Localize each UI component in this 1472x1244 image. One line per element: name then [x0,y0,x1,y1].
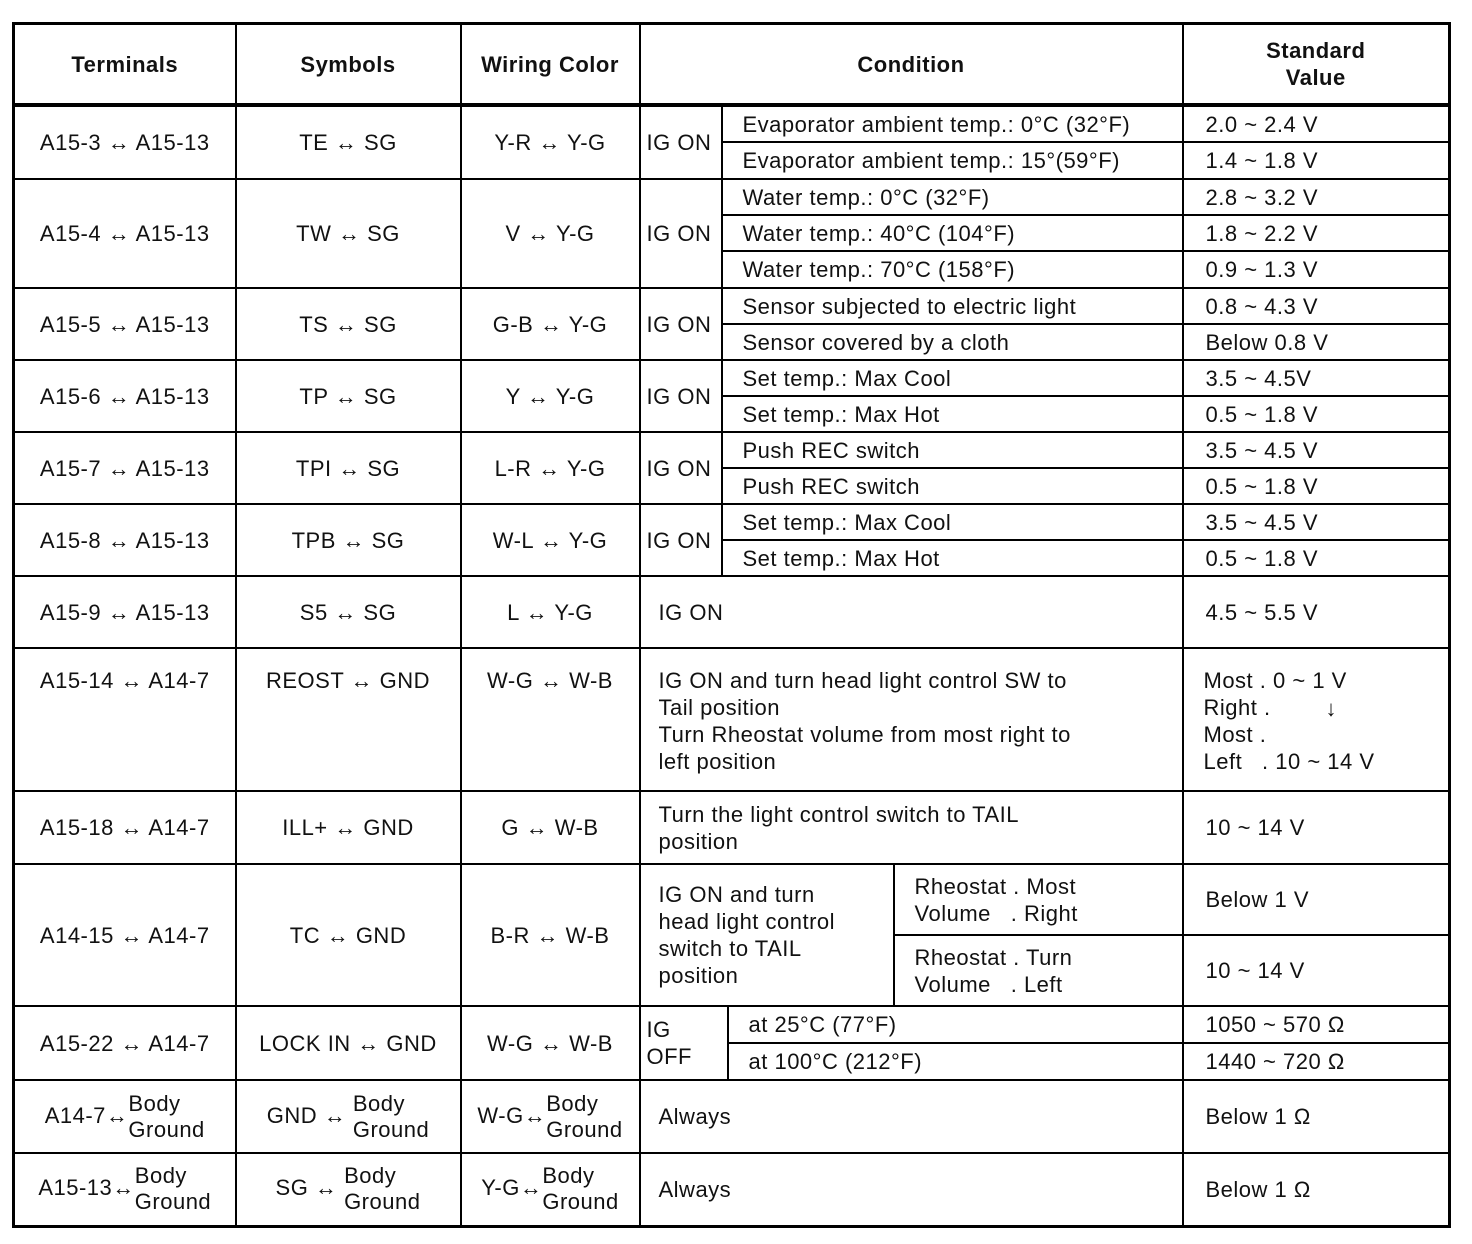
symbols-cell: ILL+ ↔ GND [236,791,461,864]
condition-cell: Always [640,1080,1183,1153]
sub-condition-cell: at 100°C (212°F) [728,1043,1183,1080]
standard-value-cell: 2.0 ~ 2.4 V [1183,105,1450,142]
sub-condition-cell [894,935,1183,1006]
condition-cell: IG ON [640,576,1183,648]
condition-cell: Always [640,1153,1183,1226]
terminal-prefix: A15-13↔ [38,1175,135,1201]
wiring-color-cell: L ↔ Y-G [461,576,640,648]
wiring-color-cell: Y-R ↔ Y-G [461,105,640,179]
table-row [14,504,1450,540]
symbols-cell [236,1153,461,1226]
standard-value-cell: Below 1 Ω [1183,1153,1450,1226]
ground-label: Ground [128,1116,205,1142]
terminals-cell: A14-15 ↔ A14-7 [14,864,236,1006]
terminals-cell: A15-18 ↔ A14-7 [14,791,236,864]
condition-line: head light control [658,909,836,934]
condition-line: Turn Rheostat volume from most right to [658,722,1071,747]
terminals-cell: A15-22 ↔ A14-7 [14,1006,236,1080]
standard-value-cell: Below 1 Ω [1183,1080,1450,1153]
body-label: Body [128,1090,181,1116]
terminals-cell: A15-3 ↔ A15-13 [14,105,236,179]
symbol-prefix: GND ↔ [266,1102,347,1128]
header-standard-value-line1: Standard [1266,38,1366,63]
condition-cell [640,648,1183,791]
standard-value-cell: 0.9 ~ 1.3 V [1183,251,1450,288]
symbols-cell: S5 ↔ SG [236,576,461,648]
header-symbols: Symbols [236,24,461,106]
condition-cell [640,864,894,1006]
terminals-cell: A15-8 ↔ A15-13 [14,504,236,576]
sub-condition-cell: Sensor covered by a cloth [722,324,1183,360]
terminals-cell: A15-5 ↔ A15-13 [14,288,236,360]
wiring-color-cell [461,1153,640,1226]
body-label: Body [344,1163,397,1189]
value-block [1204,667,1445,775]
body-ground-label [353,1091,429,1143]
body-label: Body [134,1163,187,1189]
standard-value-cell: 0.5 ~ 1.8 V [1183,396,1450,432]
terminals-cell: A15-6 ↔ A15-13 [14,360,236,432]
sub-condition-cell: Set temp.: Max Hot [722,540,1183,576]
ignition-condition-cell: IG ON [640,504,722,576]
ignition-condition-cell: IG ON [640,105,722,179]
table-row [14,1153,1450,1226]
symbols-cell: TW ↔ SG [236,179,461,288]
terminals-cell: A15-7 ↔ A15-13 [14,432,236,504]
standard-value-cell: 3.5 ~ 4.5 V [1183,504,1450,540]
terminals-cell: A15-4 ↔ A15-13 [14,179,236,288]
condition-line: left position [658,749,777,774]
value-line: Left . 10 ~ 14 V [1203,749,1375,774]
sub-condition-cell: at 25°C (77°F) [728,1006,1183,1043]
value-line: Most . [1203,722,1267,747]
ignition-condition-cell: IG ON [640,179,722,288]
ignition-condition-cell: IG ON [640,288,722,360]
standard-value-cell: Below 0.8 V [1183,324,1450,360]
condition-line: Tail position [658,695,780,720]
table-row [14,1006,1450,1043]
body-ground-label [128,1091,204,1143]
standard-value-cell: 0.5 ~ 1.8 V [1183,468,1450,504]
sub-condition-line: Rheostat . Turn [914,944,1073,970]
condition-line: IG ON and turn head light control SW to [658,668,1067,693]
ecu-terminal-inspection-table [12,22,1451,1228]
table-row [14,360,1450,396]
sub-condition-cell: Push REC switch [722,468,1183,504]
standard-value-cell: 1.4 ~ 1.8 V [1183,142,1450,179]
sub-condition-cell [894,864,1183,935]
standard-value-cell: 3.5 ~ 4.5V [1183,360,1450,396]
body-ground-label [344,1163,420,1215]
header-standard-value-line2: Value [1285,65,1346,90]
condition-line: switch to TAIL [658,936,802,961]
wiring-color-cell: Y ↔ Y-G [461,360,640,432]
symbols-cell: LOCK IN ↔ GND [236,1006,461,1080]
standard-value-cell: 10 ~ 14 V [1183,935,1450,1006]
down-arrow-icon: ↓ [1325,696,1337,721]
terminals-cell: A15-9 ↔ A15-13 [14,576,236,648]
table-row [14,105,1450,142]
terminals-cell [14,1080,236,1153]
sub-condition-cell: Sensor subjected to electric light [722,288,1183,324]
wiring-color-cell: B-R ↔ W-B [461,864,640,1006]
sub-condition-cell: Evaporator ambient temp.: 15°(59°F) [722,142,1183,179]
sub-condition-cell: Water temp.: 0°C (32°F) [722,179,1183,215]
ground-label: Ground [546,1116,623,1142]
ground-label: Ground [344,1189,421,1215]
body-label: Body [542,1163,595,1189]
ignition-condition-cell: IG OFF [640,1006,728,1080]
sub-condition-cell: Evaporator ambient temp.: 0°C (32°F) [722,105,1183,142]
body-label: Body [546,1090,599,1116]
terminals-cell: A15-14 ↔ A14-7 [14,648,236,791]
symbols-cell: REOST ↔ GND [236,648,461,791]
standard-value-cell [1183,648,1450,791]
table-row [14,576,1450,648]
wiring-color-cell [461,1080,640,1153]
header-condition: Condition [640,24,1183,106]
terminals-cell [14,1153,236,1226]
symbols-cell [236,1080,461,1153]
body-ground-label [546,1091,622,1143]
sub-condition-cell: Water temp.: 70°C (158°F) [722,251,1183,288]
standard-value-cell: 2.8 ~ 3.2 V [1183,179,1450,215]
standard-value-cell: 1.8 ~ 2.2 V [1183,215,1450,251]
table-row [14,648,1450,791]
standard-value-cell: Below 1 V [1183,864,1450,935]
table-row [14,791,1450,864]
ignition-condition-cell: IG ON [640,360,722,432]
wiring-color-cell: L-R ↔ Y-G [461,432,640,504]
value-line: Right . [1203,695,1271,720]
body-ground-label [542,1163,618,1215]
wiring-color-cell: W-L ↔ Y-G [461,504,640,576]
table-row [14,288,1450,324]
ground-label: Ground [352,1116,430,1142]
standard-value-cell: 10 ~ 14 V [1183,791,1450,864]
wiring-color-cell: G ↔ W-B [461,791,640,864]
symbols-cell: TPB ↔ SG [236,504,461,576]
ground-label: Ground [134,1189,212,1215]
table-row [14,864,1450,935]
wiring-color-cell: W-G ↔ W-B [461,1006,640,1080]
condition-line: IG ON and turn [658,882,815,907]
sub-condition-cell: Push REC switch [722,432,1183,468]
sub-condition-line: Rheostat . Most [914,873,1077,899]
wiring-color-cell: G-B ↔ Y-G [461,288,640,360]
header-terminals: Terminals [14,24,236,106]
standard-value-cell: 3.5 ~ 4.5 V [1183,432,1450,468]
header-wiring-color: Wiring Color [461,24,640,106]
wiring-color-cell: V ↔ Y-G [461,179,640,288]
table-row [14,179,1450,215]
symbols-cell: TS ↔ SG [236,288,461,360]
sub-condition-cell: Set temp.: Max Hot [722,396,1183,432]
table-row [14,1080,1450,1153]
condition-line: Turn the light control switch to TAIL [658,801,1019,827]
condition-line: position [658,963,739,988]
symbols-cell: TC ↔ GND [236,864,461,1006]
header-standard-value [1183,24,1450,106]
ground-label: Ground [542,1189,619,1215]
sub-condition-cell: Water temp.: 40°C (104°F) [722,215,1183,251]
symbol-prefix: SG ↔ [275,1175,338,1201]
condition-cell [640,791,1183,864]
wiring-color-cell: W-G ↔ W-B [461,648,640,791]
sub-condition-cell: Set temp.: Max Cool [722,504,1183,540]
sub-condition-line: Volume . Right [914,900,1078,926]
wiring-prefix: Y-G↔ [481,1175,543,1201]
sub-condition-cell: Set temp.: Max Cool [722,360,1183,396]
ignition-condition-cell: IG ON [640,432,722,504]
symbols-cell: TE ↔ SG [236,105,461,179]
wiring-prefix: W-G↔ [477,1102,547,1128]
body-ground-label [135,1163,211,1215]
standard-value-cell: 4.5 ~ 5.5 V [1183,576,1450,648]
symbols-cell: TP ↔ SG [236,360,461,432]
standard-value-cell: 0.5 ~ 1.8 V [1183,540,1450,576]
standard-value-cell: 0.8 ~ 4.3 V [1183,288,1450,324]
table-row [14,432,1450,468]
value-line: Most . 0 ~ 1 V [1203,668,1347,693]
sub-condition-line: Volume . Left [914,971,1063,997]
standard-value-cell: 1440 ~ 720 Ω [1183,1043,1450,1080]
standard-value-cell: 1050 ~ 570 Ω [1183,1006,1450,1043]
header-row [14,24,1450,106]
terminal-prefix: A14-7↔ [44,1102,129,1128]
condition-line: position [658,828,739,854]
body-label: Body [352,1090,406,1116]
symbols-cell: TPI ↔ SG [236,432,461,504]
